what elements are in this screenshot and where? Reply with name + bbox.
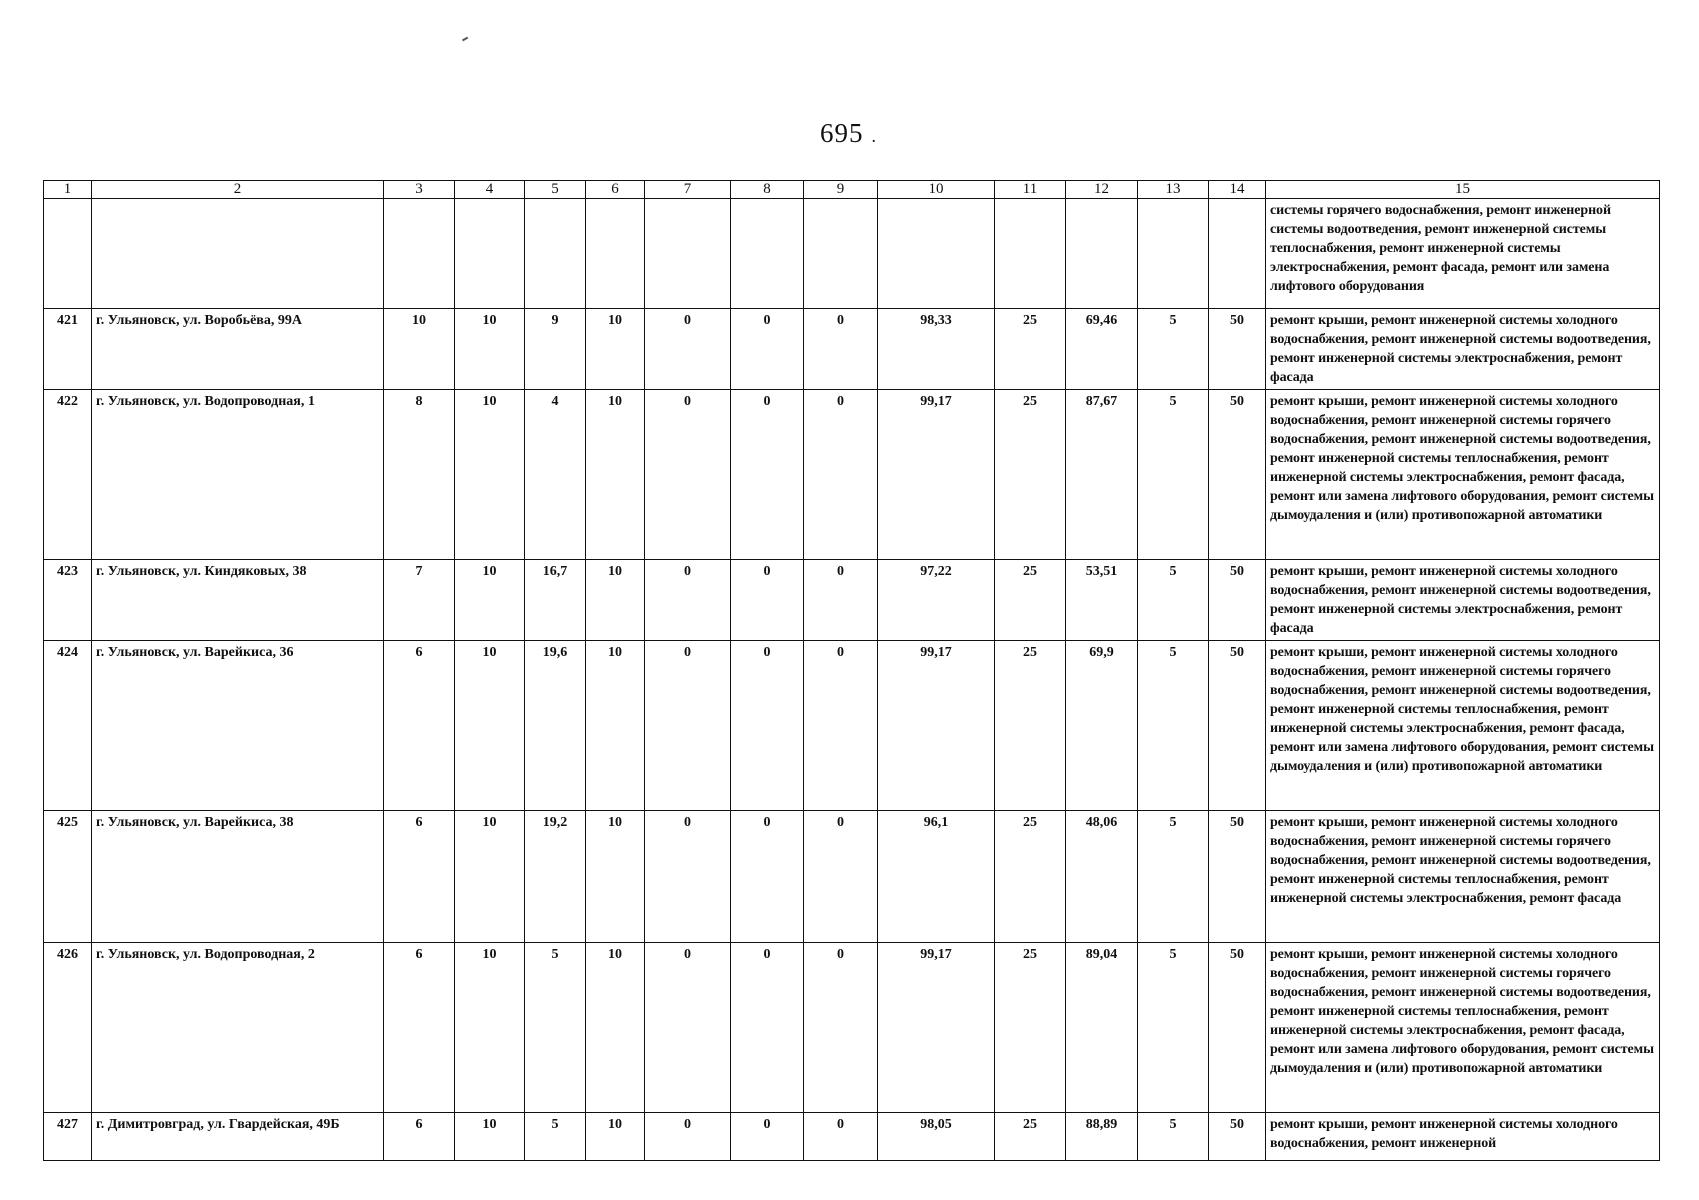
cell-col-3: 6: [384, 943, 455, 1113]
cell-col-11: 25: [995, 1113, 1066, 1161]
cell-col-5: 16,7: [525, 560, 586, 641]
cell-col-9: [804, 199, 878, 309]
cell-col-5: 5: [525, 943, 586, 1113]
cell-col-5: [525, 199, 586, 309]
table-row: [44, 641, 1660, 811]
cell-col-3: 6: [384, 641, 455, 811]
table-row: [44, 390, 1660, 560]
cell-col-10: 98,33: [878, 309, 995, 390]
table-row: [44, 1113, 1660, 1161]
cell-col-13: 5: [1138, 560, 1209, 641]
cell-col-5: 9: [525, 309, 586, 390]
table-row: [44, 309, 1660, 390]
column-header-1: 1: [44, 181, 92, 199]
cell-col-13: 5: [1138, 1113, 1209, 1161]
cell-works-list: ремонт крыши, ремонт инженерной системы холодного водоснабжения, ремонт инженерной: [1266, 1113, 1660, 1161]
cell-col-7: 0: [645, 1113, 731, 1161]
column-number-row: [44, 181, 1660, 199]
cell-col-4: 10: [455, 560, 525, 641]
cell-col-14: 50: [1209, 811, 1266, 943]
cell-col-4: [455, 199, 525, 309]
repair-program-table: [43, 180, 1660, 1161]
cell-col-3: 6: [384, 1113, 455, 1161]
cell-col-6: 10: [586, 560, 645, 641]
cell-col-8: 0: [731, 811, 804, 943]
cell-col-3: [384, 199, 455, 309]
cell-col-8: [731, 199, 804, 309]
cell-col-10: 99,17: [878, 943, 995, 1113]
cell-col-13: 5: [1138, 641, 1209, 811]
cell-col-3: 7: [384, 560, 455, 641]
cell-col-7: 0: [645, 811, 731, 943]
cell-col-4: 10: [455, 811, 525, 943]
cell-col-7: 0: [645, 560, 731, 641]
cell-col-8: 0: [731, 1113, 804, 1161]
cell-address: г. Ульяновск, ул. Варейкиса, 38: [92, 811, 384, 943]
cell-col-13: 5: [1138, 811, 1209, 943]
cell-col-10: 98,05: [878, 1113, 995, 1161]
cell-works-list: ремонт крыши, ремонт инженерной системы холодного водоснабжения, ремонт инженерной системы горячего водоснабжения, ремонт инженерной системы водоотведения, ремонт инженерной системы теплоснабжения, ремонт инженерной системы электроснабжения, ремонт фасада, ремонт или замена лифтового оборудования, ремонт системы дымоудаления и (или) противопожарной автоматики: [1266, 943, 1660, 1113]
cell-address: г. Ульяновск, ул. Водопроводная, 1: [92, 390, 384, 560]
page-number: [820, 118, 877, 149]
cell-col-11: 25: [995, 309, 1066, 390]
cell-col-3: 10: [384, 309, 455, 390]
cell-col-12: 48,06: [1066, 811, 1138, 943]
cell-address: г. Ульяновск, ул. Водопроводная, 2: [92, 943, 384, 1113]
continuation-row: [44, 199, 1660, 309]
stray-pen-mark: [462, 37, 468, 41]
column-header-3: 3: [384, 181, 455, 199]
cell-col-11: 25: [995, 560, 1066, 641]
cell-col-9: 0: [804, 641, 878, 811]
cell-row-number: 425: [44, 811, 92, 943]
cell-col-13: 5: [1138, 390, 1209, 560]
column-header-9: 9: [804, 181, 878, 199]
cell-col-11: 25: [995, 641, 1066, 811]
cell-col-12: 69,9: [1066, 641, 1138, 811]
cell-col-12: 69,46: [1066, 309, 1138, 390]
table-row: [44, 943, 1660, 1113]
cell-works-list: ремонт крыши, ремонт инженерной системы холодного водоснабжения, ремонт инженерной системы горячего водоснабжения, ремонт инженерной системы водоотведения, ремонт инженерной системы теплоснабжения, ремонт инженерной системы электроснабжения, ремонт фасада, ремонт или замена лифтового оборудования, ремонт системы дымоудаления и (или) противопожарной автоматики: [1266, 641, 1660, 811]
cell-col-3: 6: [384, 811, 455, 943]
cell-col-6: 10: [586, 390, 645, 560]
table-row: [44, 560, 1660, 641]
column-header-14: 14: [1209, 181, 1266, 199]
column-header-15: 15: [1266, 181, 1660, 199]
cell-col-11: 25: [995, 390, 1066, 560]
cell-row-number: 424: [44, 641, 92, 811]
cell-col-14: 50: [1209, 309, 1266, 390]
cell-col-4: 10: [455, 309, 525, 390]
cell-col-7: 0: [645, 390, 731, 560]
cell-col-14: [1209, 199, 1266, 309]
cell-col-9: 0: [804, 309, 878, 390]
cell-col-6: 10: [586, 811, 645, 943]
cell-col-14: 50: [1209, 390, 1266, 560]
cell-col-12: 53,51: [1066, 560, 1138, 641]
cell-col-2: [92, 199, 384, 309]
cell-col-4: 10: [455, 641, 525, 811]
column-header-11: 11: [995, 181, 1066, 199]
column-header-2: 2: [92, 181, 384, 199]
cell-col-11: [995, 199, 1066, 309]
cell-col-6: 10: [586, 1113, 645, 1161]
cell-col-9: 0: [804, 390, 878, 560]
cell-col-13: 5: [1138, 943, 1209, 1113]
cell-row-number: 426: [44, 943, 92, 1113]
continuation-works: системы горячего водоснабжения, ремонт инженерной системы водоотведения, ремонт инженерной системы теплоснабжения, ремонт инженерной системы электроснабжения, ремонт фасада, ремонт или замена лифтового оборудования: [1266, 199, 1660, 309]
cell-col-7: [645, 199, 731, 309]
cell-col-4: 10: [455, 390, 525, 560]
cell-col-10: 97,22: [878, 560, 995, 641]
cell-col-12: 88,89: [1066, 1113, 1138, 1161]
cell-col-10: 99,17: [878, 390, 995, 560]
cell-col-14: 50: [1209, 943, 1266, 1113]
cell-col-7: 0: [645, 309, 731, 390]
cell-col-5: 19,2: [525, 811, 586, 943]
cell-col-8: 0: [731, 641, 804, 811]
cell-col-7: 0: [645, 641, 731, 811]
cell-col-5: 5: [525, 1113, 586, 1161]
cell-col-14: 50: [1209, 641, 1266, 811]
cell-address: г. Ульяновск, ул. Киндяковых, 38: [92, 560, 384, 641]
cell-row-number: 427: [44, 1113, 92, 1161]
cell-works-list: ремонт крыши, ремонт инженерной системы холодного водоснабжения, ремонт инженерной системы горячего водоснабжения, ремонт инженерной системы водоотведения, ремонт инженерной системы теплоснабжения, ремонт инженерной системы электроснабжения, ремонт фасада: [1266, 811, 1660, 943]
cell-col-5: 19,6: [525, 641, 586, 811]
cell-col-6: 10: [586, 309, 645, 390]
table-row: [44, 811, 1660, 943]
cell-col-6: 10: [586, 641, 645, 811]
column-header-12: 12: [1066, 181, 1138, 199]
cell-col-8: 0: [731, 390, 804, 560]
cell-col-1: [44, 199, 92, 309]
column-header-6: 6: [586, 181, 645, 199]
column-header-5: 5: [525, 181, 586, 199]
cell-col-9: 0: [804, 560, 878, 641]
cell-row-number: 423: [44, 560, 92, 641]
cell-col-8: 0: [731, 943, 804, 1113]
cell-col-11: 25: [995, 811, 1066, 943]
column-header-10: 10: [878, 181, 995, 199]
cell-col-12: 89,04: [1066, 943, 1138, 1113]
cell-col-10: 96,1: [878, 811, 995, 943]
cell-col-13: [1138, 199, 1209, 309]
cell-row-number: 421: [44, 309, 92, 390]
cell-address: г. Ульяновск, ул. Варейкиса, 36: [92, 641, 384, 811]
cell-col-9: 0: [804, 811, 878, 943]
cell-col-3: 8: [384, 390, 455, 560]
cell-works-list: ремонт крыши, ремонт инженерной системы холодного водоснабжения, ремонт инженерной системы горячего водоснабжения, ремонт инженерной системы водоотведения, ремонт инженерной системы теплоснабжения, ремонт инженерной системы электроснабжения, ремонт фасада, ремонт или замена лифтового оборудования, ремонт системы дымоудаления и (или) противопожарной автоматики: [1266, 390, 1660, 560]
cell-col-8: 0: [731, 309, 804, 390]
cell-works-list: ремонт крыши, ремонт инженерной системы холодного водоснабжения, ремонт инженерной системы водоотведения, ремонт инженерной системы электроснабжения, ремонт фасада: [1266, 309, 1660, 390]
cell-address: г. Димитровград, ул. Гвардейская, 49Б: [92, 1113, 384, 1161]
cell-col-7: 0: [645, 943, 731, 1113]
column-header-7: 7: [645, 181, 731, 199]
cell-row-number: 422: [44, 390, 92, 560]
column-header-13: 13: [1138, 181, 1209, 199]
cell-col-6: [586, 199, 645, 309]
cell-col-6: 10: [586, 943, 645, 1113]
cell-works-list: ремонт крыши, ремонт инженерной системы холодного водоснабжения, ремонт инженерной системы водоотведения, ремонт инженерной системы электроснабжения, ремонт фасада: [1266, 560, 1660, 641]
cell-col-9: 0: [804, 1113, 878, 1161]
cell-col-5: 4: [525, 390, 586, 560]
cell-col-8: 0: [731, 560, 804, 641]
cell-col-9: 0: [804, 943, 878, 1113]
cell-address: г. Ульяновск, ул. Воробьёва, 99А: [92, 309, 384, 390]
cell-col-12: [1066, 199, 1138, 309]
cell-col-11: 25: [995, 943, 1066, 1113]
cell-col-4: 10: [455, 943, 525, 1113]
page-number-suffix: .: [871, 126, 877, 146]
cell-col-10: 99,17: [878, 641, 995, 811]
cell-col-14: 50: [1209, 1113, 1266, 1161]
cell-col-12: 87,67: [1066, 390, 1138, 560]
column-header-8: 8: [731, 181, 804, 199]
cell-col-10: [878, 199, 995, 309]
cell-col-14: 50: [1209, 560, 1266, 641]
cell-col-13: 5: [1138, 309, 1209, 390]
column-header-4: 4: [455, 181, 525, 199]
page-number-value: 695: [820, 118, 864, 148]
cell-col-4: 10: [455, 1113, 525, 1161]
